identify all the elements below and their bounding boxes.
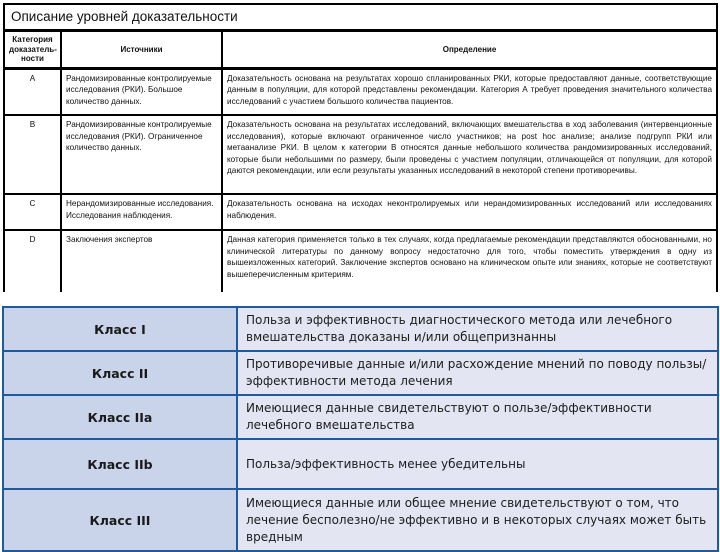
evidence-table-title: Описание уровней доказательности xyxy=(5,3,716,32)
category-cell: C xyxy=(5,194,61,230)
class-definition: Польза/эффективность менее убедительны xyxy=(237,439,718,489)
sources-cell: Заключения экспертов xyxy=(61,230,222,292)
sources-cell: Рандомизированные контролируемые исследования (РКИ). Большое количество данных. xyxy=(61,68,222,115)
sources-cell: Нерандомизированные исследования. Исследования наблюдения. xyxy=(61,194,222,230)
evidence-row-c xyxy=(5,194,716,230)
evidence-row-a xyxy=(5,68,716,115)
class-row-ii xyxy=(3,351,718,395)
evidence-row-d xyxy=(5,230,716,292)
evidence-levels-table xyxy=(3,3,718,292)
definition-cell: Доказательность основана на результатах хорошо спланированных РКИ, которые предоставляют данные, соответствующие данным в популяции, для которой представлены рекомендации. Категория А требует проведения значительного количества исследований с участием большого количества пациентов. xyxy=(222,68,716,115)
class-label: Класс I xyxy=(3,307,237,351)
class-definition: Имеющиеся данные или общее мнение свидетельствуют о том, что лечение бесполезно/не эффективно и в некоторых случаях может быть вредным xyxy=(237,489,718,551)
class-label: Класс III xyxy=(3,489,237,551)
recommendation-classes-table xyxy=(2,306,719,552)
category-cell: D xyxy=(5,230,61,292)
class-row-iib xyxy=(3,439,718,489)
class-definition: Польза и эффективность диагностического метода или лечебного вмешательства доказаны и/или общепризнанны xyxy=(237,307,718,351)
class-label: Класс IIa xyxy=(3,395,237,439)
definition-cell: Доказательность основана на результатах исследований, включающих вмешательства в ход заболевания (интервенционные исследования), которые включают ограниченное число участников; на post hoc анализе; анализе подгрупп РКИ или метаанализе РКИ. В целом к категории В относятся данные небольшого количества рандомизированных исследований, которые были небольшими по размеру, были проведены с участием популяции, отличающейся от популяции, для которой даются рекомендации, или если результаты указанных исследований в некоторой степени противоречивы. xyxy=(222,115,716,194)
header-category: Категория доказатель-ности xyxy=(5,32,61,68)
sources-cell: Рандомизированные контролируемые исследования (РКИ). Ограниченное количество данных. xyxy=(61,115,222,194)
class-row-i xyxy=(3,307,718,351)
evidence-row-b xyxy=(5,115,716,194)
header-sources: Источники xyxy=(61,32,222,68)
definition-cell: Доказательность основана на исходах неконтролируемых или нерандомизированных исследований или исследованиях наблюдения. xyxy=(222,194,716,230)
evidence-grid xyxy=(5,32,716,292)
class-row-iia xyxy=(3,395,718,439)
class-row-iii xyxy=(3,489,718,551)
class-label: Класс II xyxy=(3,351,237,395)
category-cell: B xyxy=(5,115,61,194)
definition-cell: Данная категория применяется только в тех случаях, когда предлагаемые рекомендации представляются обоснованными, но клинической литературы по данному вопросу недостаточно для того, чтобы поместить утверждения в одну из вышеизложенных категорий. Заключение экспертов основано на клиническом опыте или знаниях, которые не соответствуют вышеперечисленным критериям. xyxy=(227,235,712,279)
class-definition: Противоречивые данные и/или расхождение мнений по поводу пользы/эффективности метода лечения xyxy=(237,351,718,395)
class-definition: Имеющиеся данные свидетельствуют о пользе/эффективности лечебного вмешательства xyxy=(237,395,718,439)
category-cell: A xyxy=(5,68,61,115)
evidence-header-row xyxy=(5,32,716,68)
header-definition: Определение xyxy=(222,32,716,68)
class-label: Класс IIb xyxy=(3,439,237,489)
